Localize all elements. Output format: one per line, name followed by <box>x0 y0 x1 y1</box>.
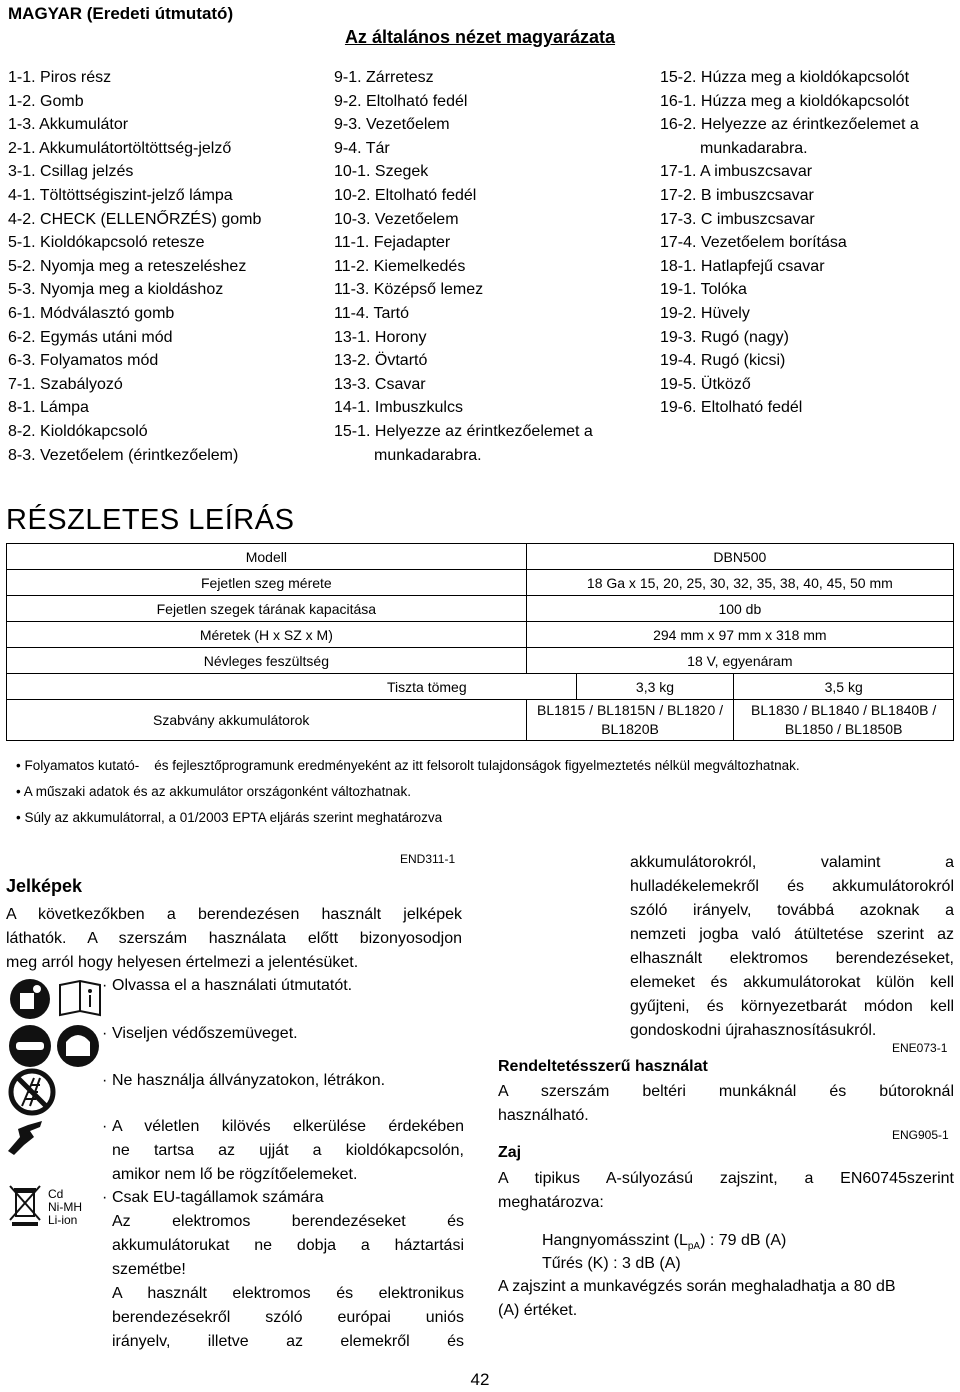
part-item: 10-3. Vezetőelem <box>334 210 459 228</box>
part-item: 18-1. Hatlapfejű csavar <box>660 257 825 275</box>
section-code: ENG905-1 <box>892 1128 949 1142</box>
text-line: hulladékelemekről és akkumulátorokról <box>630 878 954 895</box>
symbol-description <box>102 1022 464 1046</box>
symbol-description <box>102 974 464 998</box>
read-manual-icon <box>8 975 104 1028</box>
text-line: szemétbe! <box>112 1261 186 1278</box>
text-line: berendezésekről szóló európai uniós <box>112 1309 464 1326</box>
part-item: 7-1. Szabályozó <box>8 375 123 393</box>
spec-note: • Súly az akkumulátorral, a 01/2003 EPTA eljárás szerint meghatározva <box>16 810 443 825</box>
noise-exceed-text <box>498 1275 954 1323</box>
disposal-continuation <box>630 851 954 1043</box>
part-item: 4-1. Töltöttségiszint-jelző lámpa <box>8 186 233 204</box>
part-item: 17-3. C imbuszcsavar <box>660 210 815 228</box>
text-line: szóló irányelv, továbbá azoknak a <box>630 902 954 919</box>
part-item: 11-2. Kiemelkedés <box>334 257 466 275</box>
battery-label: Cd <box>48 1187 64 1201</box>
part-item-continuation: munkadarabra. <box>374 446 482 464</box>
symbol-description <box>102 1115 464 1187</box>
text-line: A véletlen kilövés elkerülése érdekében <box>112 1118 464 1135</box>
spec-value: 294 mm x 97 mm x 318 mm <box>526 622 953 648</box>
no-ladder-icon <box>8 1068 56 1121</box>
text-line: Viseljen védőszemüveget. <box>112 1025 298 1042</box>
part-item: 6-2. Egymás utáni mód <box>8 328 173 346</box>
symbols-heading: Jelképek <box>6 876 83 896</box>
text-line: amikor nem lő be rögzítőelemeket. <box>112 1166 358 1183</box>
part-item: 19-1. Tolóka <box>660 281 747 299</box>
part-item: 9-2. Eltolható fedél <box>334 92 468 110</box>
part-item: 1-2. Gomb <box>8 92 84 110</box>
text-line: akkumulátorokról, valamint a <box>630 854 954 871</box>
text-line: használható. <box>498 1107 589 1124</box>
part-item: 1-3. Akkumulátor <box>8 116 129 134</box>
intended-use-heading: Rendeltetésszerű használat <box>498 1058 708 1075</box>
part-item: 9-1. Zárretesz <box>334 69 434 86</box>
intended-use-text <box>498 1080 954 1128</box>
bullet: · <box>102 1072 108 1089</box>
spec-value: 18 V, egyenáram <box>526 648 953 674</box>
page-number: 42 <box>470 1370 490 1389</box>
text-line: ne tartsa az ujját a kioldókapcsolón, <box>112 1142 464 1159</box>
part-item: 13-1. Horony <box>334 328 427 346</box>
text-line: Csak EU-tagállamok számára <box>112 1189 324 1206</box>
noise-heading: Zaj <box>498 1144 522 1161</box>
crossed-bin-icon <box>8 1182 42 1231</box>
lpa-subscript: pA <box>687 1241 701 1253</box>
table-row <box>7 648 954 674</box>
spec-value: DBN500 <box>526 544 953 570</box>
spec-value <box>734 700 954 741</box>
part-item: 15-1. Helyezze az érintkezőelemet a <box>334 422 593 440</box>
part-item: 4-2. CHECK (ELLENŐRZÉS) gomb <box>8 210 262 228</box>
battery-type-labels <box>48 1188 82 1227</box>
part-item: 6-3. Folyamatos mód <box>8 352 159 370</box>
table-row <box>7 570 954 596</box>
symbol-description <box>102 1186 464 1354</box>
table-row <box>7 700 954 741</box>
uncertainty-k: Tűrés (K) : 3 dB (A) <box>542 1255 681 1272</box>
bullet: · <box>102 1118 108 1135</box>
part-item: 16-2. Helyezze az érintkezőelemet a <box>660 116 919 134</box>
spec-notes <box>16 753 800 831</box>
part-item: 17-1. A imbuszcsavar <box>660 163 813 181</box>
part-item: 5-1. Kioldókapcsoló retesze <box>8 234 205 252</box>
part-item: 3-1. Csillag jelzés <box>8 163 134 181</box>
text-line: Ne használja állványzatokon, létrákon. <box>112 1072 386 1089</box>
text-line: (A) értéket. <box>498 1302 578 1319</box>
spec-label: Fejetlen szeg mérete <box>7 570 527 596</box>
spec-label: Névleges feszültség <box>7 648 527 674</box>
part-item: 19-4. Rugó (kicsi) <box>660 352 786 370</box>
part-item: 17-4. Vezetőelem borítása <box>660 234 847 252</box>
battery-list-line: BL1815 / BL1815N / BL1820 / <box>537 702 724 718</box>
battery-label: Li-ion <box>48 1213 78 1227</box>
symbol-description <box>102 1069 464 1093</box>
text-line: gyűjteni, és környezetbarát módon kell <box>630 998 954 1015</box>
specifications-title: RÉSZLETES LEÍRÁS <box>6 504 295 536</box>
battery-list-line: BL1830 / BL1840 / BL1840B / <box>751 702 937 718</box>
part-item: 10-1. Szegek <box>334 163 429 181</box>
text-line: Az elektromos berendezéseket és <box>112 1213 464 1230</box>
table-row <box>7 544 954 570</box>
part-item: 5-3. Nyomja meg a kioldáshoz <box>8 281 224 299</box>
part-item: 2-1. Akkumulátortöltöttség-jelző <box>8 139 232 157</box>
overview-title: Az általános nézet magyarázata <box>344 27 616 47</box>
part-item: 11-4. Tartó <box>334 304 410 322</box>
part-item: 19-5. Ütköző <box>660 375 751 393</box>
document-language-header: MAGYAR (Eredeti útmutató) <box>8 4 234 23</box>
part-item: 1-1. Piros rész <box>8 69 112 86</box>
symbols-intro <box>6 903 462 975</box>
table-row <box>7 596 954 622</box>
part-item: 5-2. Nyomja meg a reteszeléshez <box>8 257 247 275</box>
spec-label: Fejetlen szegek tárának kapacitása <box>7 596 527 622</box>
table-row <box>7 674 954 700</box>
spec-value: 3,3 kg <box>576 674 734 700</box>
text-line: meg arról hogy helyesen értelmezi a jelentésüket. <box>6 954 359 971</box>
part-item: 11-1. Fejadapter <box>334 234 451 252</box>
text-line: A zajszint a munkavégzés során meghaladhatja a 80 dB <box>498 1278 896 1295</box>
bullet: · <box>102 977 108 994</box>
part-item: 19-3. Rugó (nagy) <box>660 328 789 346</box>
bullet: · <box>102 1189 108 1206</box>
noise-text <box>498 1167 954 1215</box>
text-line: elemeket és akkumulátorokat külön kell <box>630 974 954 991</box>
text-line: akkumulátorukat ne dobja a háztartási <box>112 1237 464 1254</box>
spec-label: Tiszta tömeg <box>7 674 577 700</box>
text-line: nemzeti jogba való átültetése szerint az <box>630 926 954 943</box>
part-item: 13-2. Övtartó <box>334 352 428 370</box>
parts-column-2 <box>334 66 593 467</box>
spec-note: • Folyamatos kutató- és fejlesztőprogramunk eredményeként az itt felsorolt tulajdonságok figyelmeztetés nélkül megváltozhatnak. <box>16 758 800 773</box>
text-line: láthatók. A szerszám használata előtt bizonyosodjon <box>6 930 462 947</box>
spec-label: Szabvány akkumulátorok <box>7 700 527 741</box>
part-item-continuation: munkadarabra. <box>700 139 808 157</box>
battery-label: Ni-MH <box>48 1200 82 1214</box>
part-item: 8-3. Vezetőelem (érintkezőelem) <box>8 446 239 464</box>
text-line: A tipikus A-súlyozású zajszint, a EN60745szerint <box>498 1170 954 1187</box>
text-line: A következőkben a berendezésen használt jelképek <box>6 906 462 923</box>
part-item: 6-1. Módválasztó gomb <box>8 304 175 322</box>
parts-column-1 <box>8 66 261 467</box>
lpa-value: ) : 79 dB (A) <box>700 1232 787 1249</box>
part-item: 17-2. B imbuszcsavar <box>660 186 814 204</box>
bullet: · <box>102 1025 108 1042</box>
text-line: Olvassa el a használati útmutatót. <box>112 977 353 994</box>
part-item: 8-1. Lámpa <box>8 399 89 417</box>
battery-list-line: BL1850 / BL1850B <box>784 721 903 737</box>
part-item: 8-2. Kioldókapcsoló <box>8 422 148 440</box>
parts-column-3 <box>660 66 919 420</box>
text-line: irányelv, illetve az elemekről és <box>112 1333 464 1350</box>
spec-value <box>526 700 734 741</box>
part-item: 19-2. Hüvely <box>660 304 750 322</box>
part-item: 10-2. Eltolható fedél <box>334 186 477 204</box>
finger-off-trigger-icon <box>6 1115 46 1162</box>
section-code: END311-1 <box>400 852 456 866</box>
spec-value: 3,5 kg <box>734 674 954 700</box>
specifications-table <box>6 543 954 741</box>
part-item: 9-3. Vezetőelem <box>334 116 450 134</box>
battery-list-line: BL1820B <box>601 721 659 737</box>
spec-value: 100 db <box>526 596 953 622</box>
table-row <box>7 622 954 648</box>
part-item: 15-2. Húzza meg a kioldókapcsolót <box>660 69 910 86</box>
part-item: 11-3. Középső lemez <box>334 281 484 299</box>
part-item: 13-3. Csavar <box>334 375 426 393</box>
lpa-label: Hangnyomásszint (L <box>542 1232 688 1249</box>
spec-label: Modell <box>7 544 527 570</box>
spec-note: • A műszaki adatok és az akkumulátor országonként változhatnak. <box>16 784 411 799</box>
part-item: 19-6. Eltolható fedél <box>660 399 803 417</box>
spec-value: 18 Ga x 15, 20, 25, 30, 32, 35, 38, 40, 45, 50 mm <box>526 570 953 596</box>
text-line: meghatározva: <box>498 1194 604 1211</box>
part-item: 16-1. Húzza meg a kioldókapcsolót <box>660 92 910 110</box>
spec-label: Méretek (H x SZ x M) <box>7 622 527 648</box>
text-line: A szerszám beltéri munkáknál és bútoroknál <box>498 1083 954 1100</box>
text-line: elhasznált elektromos berendezéseket, <box>630 950 954 967</box>
section-code: ENE073-1 <box>892 1041 948 1055</box>
text-line: A használt elektromos és elektronikus <box>112 1285 464 1302</box>
part-item: 9-4. Tár <box>334 139 390 157</box>
text-line: gondoskodni újrahasznosításukról. <box>630 1022 877 1039</box>
part-item: 14-1. Imbuszkulcs <box>334 399 463 417</box>
